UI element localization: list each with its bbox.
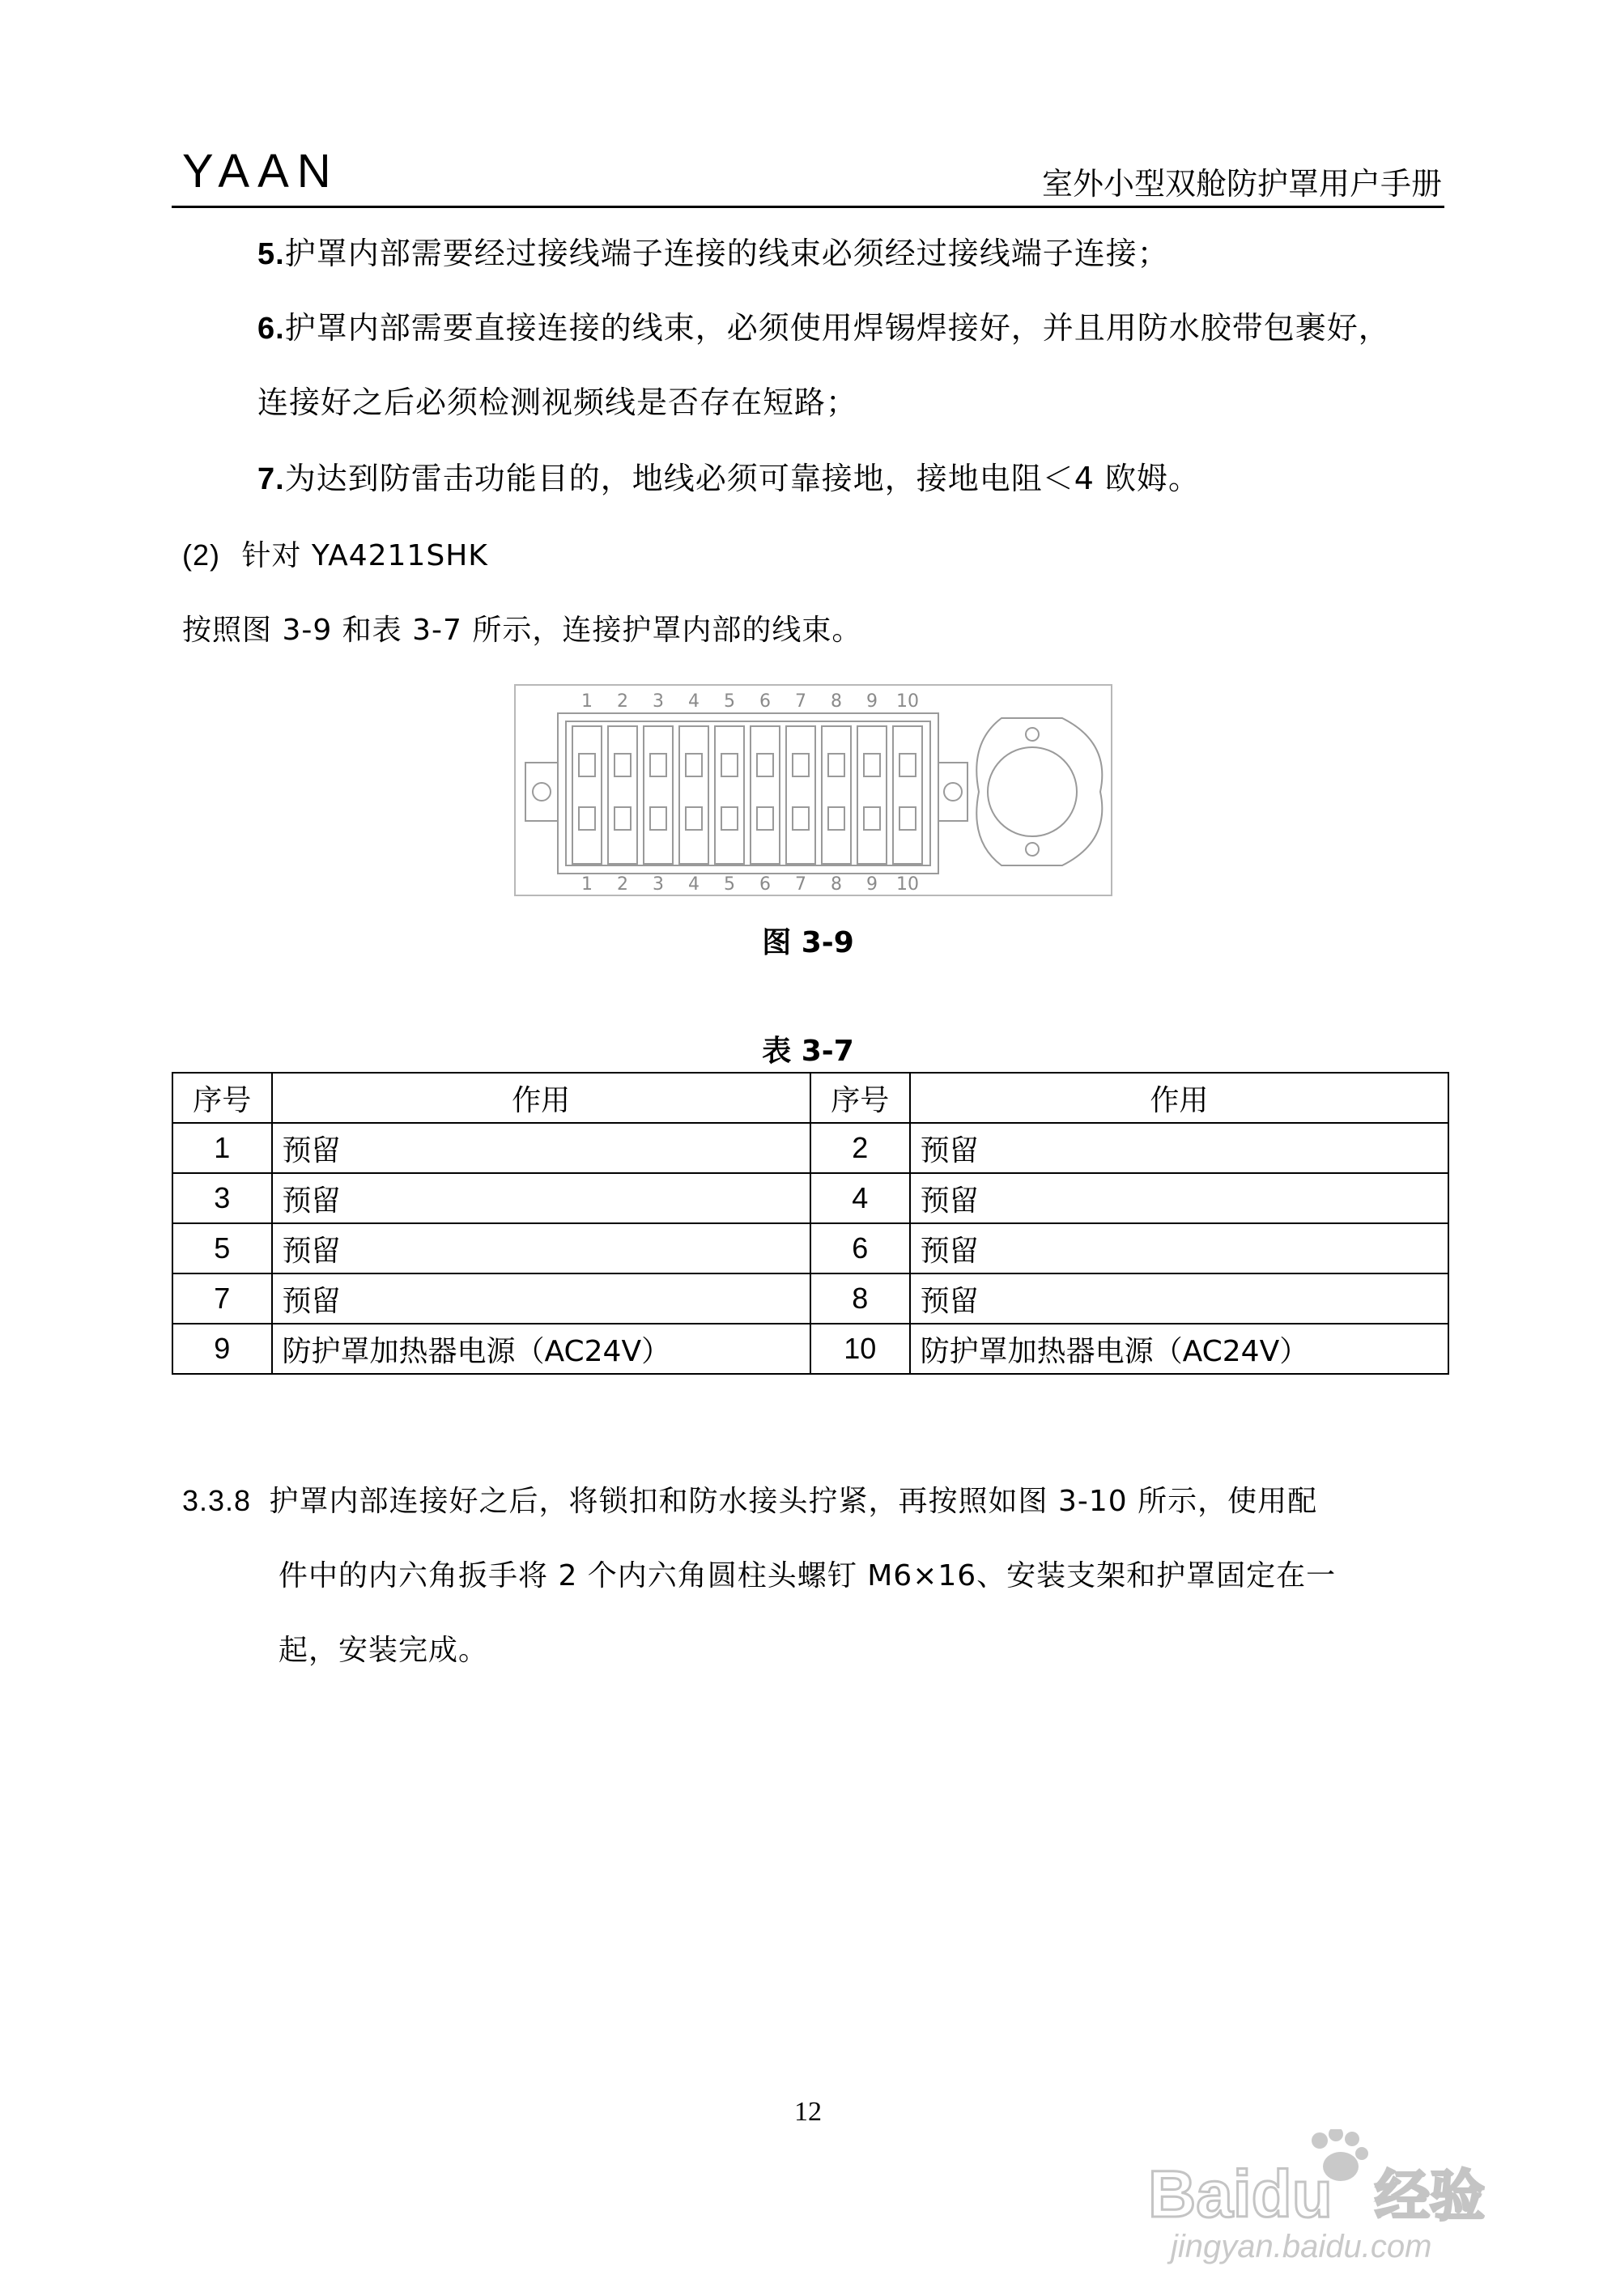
header-divider [172, 206, 1444, 208]
function-cell: 预留 [910, 1173, 1448, 1223]
terminal-label-top: 10 [896, 691, 919, 712]
table-header-row [172, 1073, 1448, 1123]
terminal-screw-bottom [757, 807, 773, 830]
terminal-screw-bottom [864, 807, 880, 830]
function-cell: 预留 [272, 1273, 810, 1324]
terminal-label-top: 7 [795, 691, 806, 712]
serial-cell: 5 [172, 1223, 272, 1273]
terminal-slot [608, 726, 637, 864]
watermark-brand: Baidu [1148, 2158, 1333, 2231]
function-cell: 预留 [910, 1223, 1448, 1273]
terminal-screw-bottom [793, 807, 809, 830]
figure-caption: 图 3-9 [762, 926, 854, 959]
terminal-slot [822, 726, 851, 864]
terminal-label-bottom: 5 [724, 874, 735, 895]
terminal-label-bottom: 7 [795, 874, 806, 895]
terminal-slot [644, 726, 673, 864]
terminal-slot [857, 726, 887, 864]
table-row [172, 1273, 1448, 1324]
terminal-screw-bottom [721, 807, 738, 830]
serial-cell: 3 [172, 1173, 272, 1223]
serial-cell: 10 [810, 1324, 910, 1374]
serial-cell: 4 [810, 1173, 910, 1223]
terminal-screw-bottom [650, 807, 666, 830]
terminal-block-diagram [516, 686, 1111, 895]
terminal-screw-top [899, 754, 916, 776]
note-item-5 [257, 228, 1169, 273]
terminal-label-bottom: 2 [617, 874, 628, 895]
brand-logo: YAAN [182, 145, 339, 198]
terminal-label-top: 3 [653, 691, 664, 712]
terminal-screw-top [650, 754, 666, 776]
terminal-screw-top [579, 754, 595, 776]
terminal-label-top: 4 [688, 691, 700, 712]
terminal-slot [572, 726, 602, 864]
page-number: 12 [794, 2097, 822, 2127]
table-caption: 表 3-7 [762, 1035, 854, 1068]
terminal-label-bottom: 9 [866, 874, 878, 895]
table-row [172, 1123, 1448, 1173]
step-line-2: 件中的内六角扳手将 2 个内六角圆柱头螺钉 M6×16、安装支架和护罩固定在一 [279, 1559, 1337, 1592]
document-title: 室外小型双舱防护罩用户手册 [1041, 166, 1442, 202]
terminal-screw-bottom [828, 807, 844, 830]
step-line-3: 起，安装完成。 [279, 1634, 489, 1667]
terminal-screw-top [615, 754, 631, 776]
terminal-label-bottom: 6 [759, 874, 771, 895]
note-text: 连接好之后必须检测视频线是否存在短路； [257, 385, 858, 420]
function-cell: 防护罩加热器电源（AC24V） [910, 1324, 1448, 1374]
subsection-text: 针对 YA4211SHK [241, 539, 488, 572]
header-function: 作用 [272, 1073, 810, 1123]
terminal-screw-top [757, 754, 773, 776]
header-serial: 序号 [810, 1073, 910, 1123]
function-cell: 预留 [272, 1223, 810, 1273]
terminal-slot [751, 726, 780, 864]
note-text: 为达到防雷击功能目的，地线必须可靠接地，接地电阻＜4 欧姆。 [284, 461, 1200, 496]
terminal-label-bottom: 10 [896, 874, 919, 895]
terminal-slot [679, 726, 708, 864]
serial-cell: 2 [810, 1123, 910, 1173]
header-function: 作用 [910, 1073, 1448, 1123]
terminal-screw-top [686, 754, 702, 776]
watermark-url: jingyan.baidu.com [1171, 2229, 1432, 2264]
terminal-label-bottom: 1 [581, 874, 593, 895]
terminal-label-bottom: 8 [831, 874, 842, 895]
terminal-slot [893, 726, 922, 864]
function-cell: 预留 [910, 1273, 1448, 1324]
function-cell: 预留 [272, 1173, 810, 1223]
terminal-label-top: 8 [831, 691, 842, 712]
terminal-block-figure [514, 684, 1112, 896]
serial-cell: 8 [810, 1273, 910, 1324]
step-number: 3.3.8 [182, 1484, 252, 1517]
function-cell: 预留 [910, 1123, 1448, 1173]
subsection-label: (2) [182, 538, 220, 572]
table-row [172, 1223, 1448, 1273]
serial-cell: 9 [172, 1324, 272, 1374]
terminal-function-table [172, 1072, 1449, 1375]
serial-cell: 1 [172, 1123, 272, 1173]
step-line-1: 护罩内部连接好之后，将锁扣和防水接头拧紧，再按照如图 3-10 所示，使用配 [269, 1485, 1318, 1518]
terminal-label-top: 6 [759, 691, 771, 712]
note-number: 5. [257, 237, 285, 271]
header-serial: 序号 [172, 1073, 272, 1123]
terminal-screw-bottom [899, 807, 916, 830]
note-item-7 [257, 453, 1200, 498]
watermark-label: 经验 [1375, 2165, 1486, 2229]
terminal-label-top: 5 [724, 691, 735, 712]
function-cell: 预留 [272, 1123, 810, 1173]
terminal-screw-bottom [579, 807, 595, 830]
terminal-slot [715, 726, 744, 864]
note-text: 护罩内部需要经过接线端子连接的线束必须经过接线端子连接； [284, 236, 1169, 271]
table-row [172, 1324, 1448, 1374]
terminal-screw-top [828, 754, 844, 776]
terminal-screw-bottom [615, 807, 631, 830]
note-text: 护罩内部需要直接连接的线束，必须使用焊锡焊接好，并且用防水胶带包裹好， [284, 310, 1390, 346]
function-cell: 防护罩加热器电源（AC24V） [272, 1324, 810, 1374]
terminal-label-top: 1 [581, 691, 593, 712]
terminal-screw-top [864, 754, 880, 776]
table-row [172, 1173, 1448, 1223]
intro-paragraph: 按照图 3-9 和表 3-7 所示，连接护罩内部的线束。 [182, 614, 862, 647]
serial-cell: 7 [172, 1273, 272, 1324]
terminal-screw-top [793, 754, 809, 776]
note-number: 7. [257, 462, 285, 496]
step-paragraph [182, 1478, 1317, 1520]
terminal-label-bottom: 4 [688, 874, 700, 895]
note-item-6-continued [257, 377, 857, 422]
note-item-6 [257, 303, 1390, 347]
serial-cell: 6 [810, 1223, 910, 1273]
subsection-heading [182, 533, 488, 574]
baidu-jingyan-watermark [1132, 2129, 1520, 2270]
terminal-label-top: 9 [866, 691, 878, 712]
terminal-label-top: 2 [617, 691, 628, 712]
terminal-screw-top [721, 754, 738, 776]
terminal-screw-bottom [686, 807, 702, 830]
watermark-logo [1132, 2129, 1520, 2267]
terminal-slot [786, 726, 815, 864]
terminal-label-bottom: 3 [653, 874, 664, 895]
note-number: 6. [257, 312, 285, 346]
